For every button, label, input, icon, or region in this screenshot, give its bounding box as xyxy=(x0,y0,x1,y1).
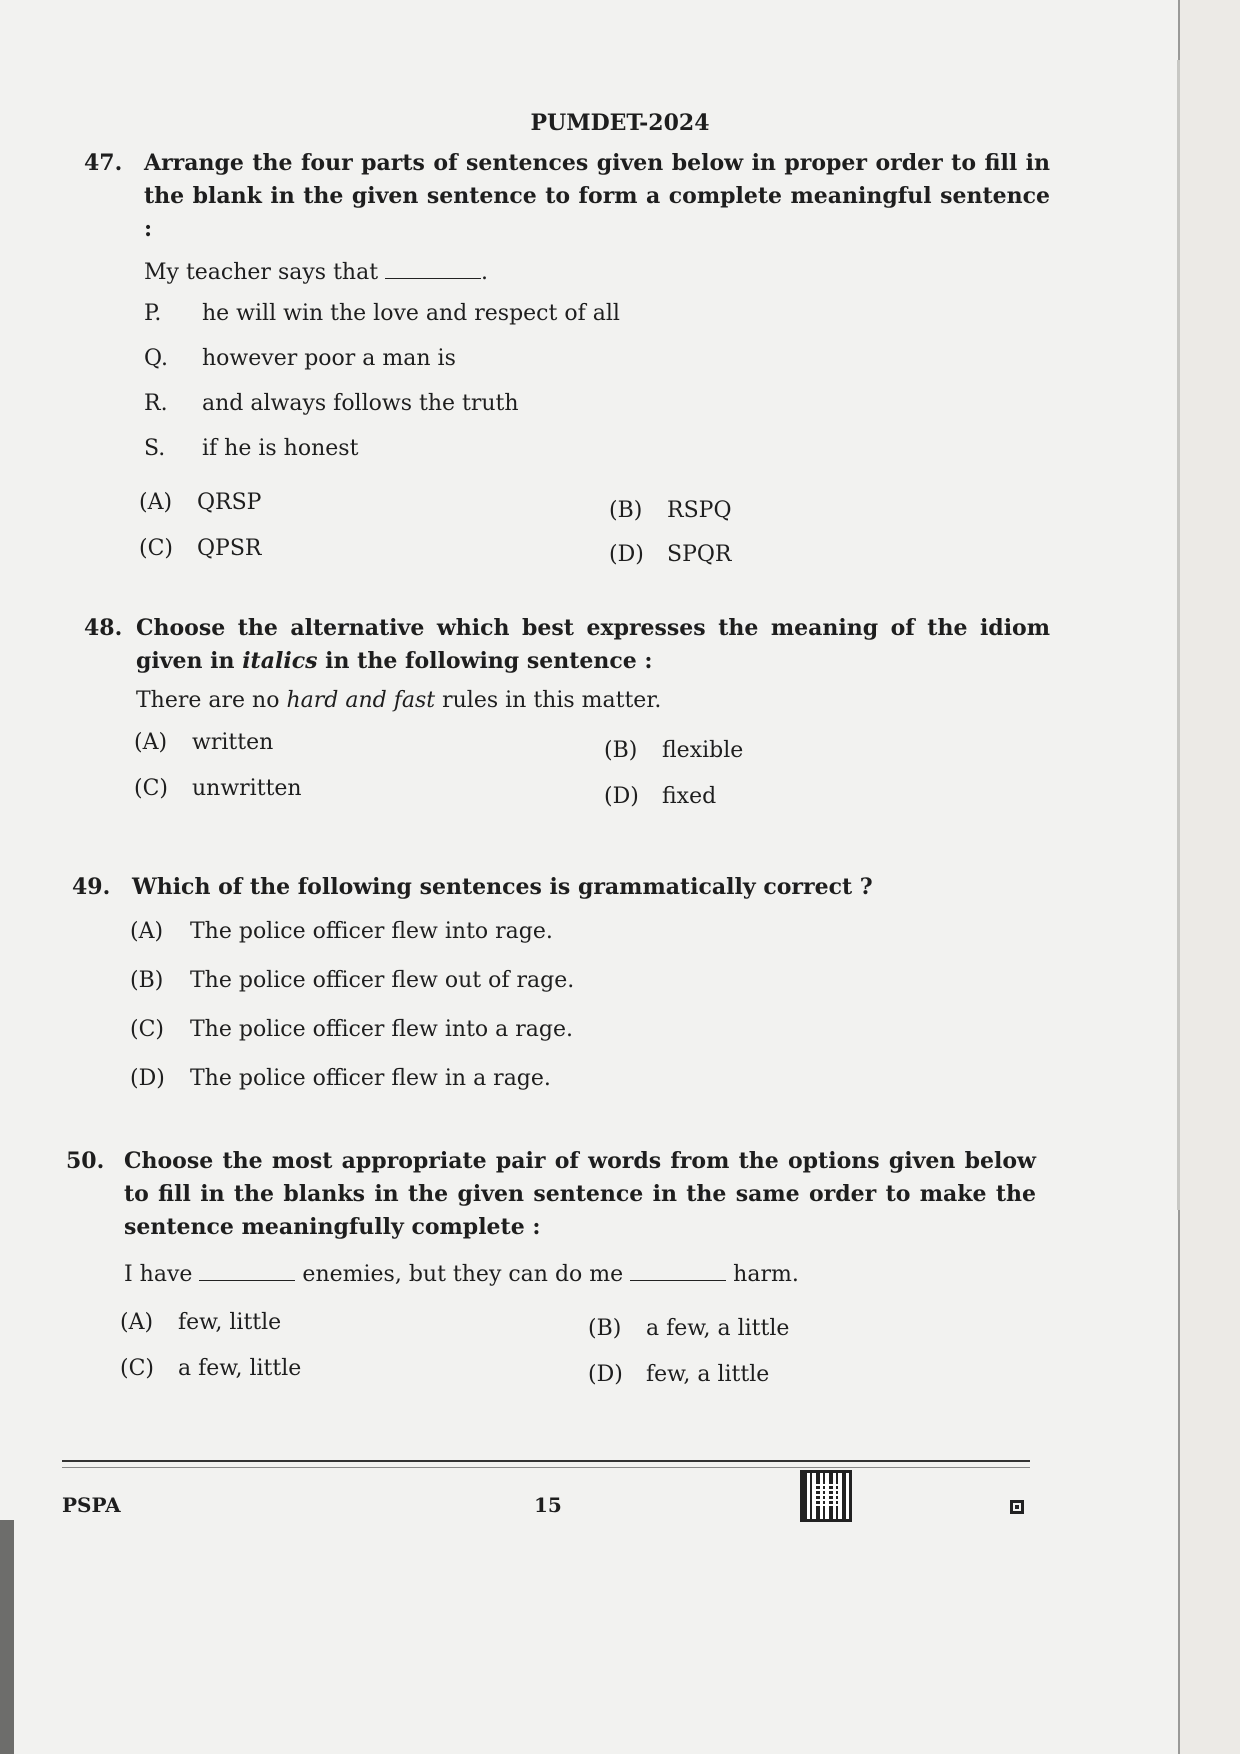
page-number: 15 xyxy=(534,1493,562,1517)
question-number: 50. xyxy=(66,1148,105,1174)
sentence-text: enemies, but they can do me xyxy=(302,1262,624,1287)
option-text: The police officer flew into a rage. xyxy=(190,1017,573,1042)
sentence-part xyxy=(144,342,1050,387)
part-label: R. xyxy=(144,391,168,416)
question-text-part: Choose the alternative which best expresses the meaning of the idiom given in xyxy=(136,615,1050,674)
question-text-italic: italics xyxy=(242,648,318,674)
part-text: he will win the love and respect of all xyxy=(202,301,620,326)
option-label: (D) xyxy=(604,784,639,809)
part-text: and always follows the truth xyxy=(202,391,519,416)
sentence-end: . xyxy=(481,260,489,285)
option-label: (C) xyxy=(120,1356,154,1381)
option-text: The police officer flew out of rage. xyxy=(190,968,575,993)
option-text: few, a little xyxy=(646,1362,770,1387)
option-text: a few, a little xyxy=(646,1316,790,1341)
option-label: (D) xyxy=(130,1066,165,1091)
option-text: flexible xyxy=(662,738,744,763)
option-label: (B) xyxy=(604,738,638,763)
option-d[interactable] xyxy=(609,535,731,575)
page-edge xyxy=(1178,0,1240,1754)
question-text xyxy=(136,612,1050,678)
part-label: Q. xyxy=(144,346,168,371)
question-sentence xyxy=(144,256,1050,289)
option-d[interactable] xyxy=(130,1057,1038,1106)
sentence-part xyxy=(144,387,1050,432)
option-label: (A) xyxy=(130,919,164,944)
option-d[interactable] xyxy=(604,777,716,817)
question-49 xyxy=(72,871,1038,1106)
question-text-part: in the following sentence : xyxy=(325,648,653,674)
part-label: S. xyxy=(144,436,166,461)
question-number: 47. xyxy=(84,150,123,176)
option-a[interactable] xyxy=(139,483,261,523)
option-label: (D) xyxy=(588,1362,623,1387)
option-b[interactable] xyxy=(604,731,743,771)
option-text: unwritten xyxy=(192,776,302,801)
sentence-text: harm. xyxy=(733,1262,799,1287)
sentence-part xyxy=(144,432,1050,477)
option-b[interactable] xyxy=(130,959,1038,1008)
option-text: The police officer flew in a rage. xyxy=(190,1066,551,1091)
question-text: Arrange the four parts of sentences given below in proper order to fill in the blank in the given sentence to form a complete meaningful sentence : xyxy=(144,150,1050,242)
option-b[interactable] xyxy=(609,491,731,531)
page-header: PUMDET-2024 xyxy=(530,110,710,136)
option-c[interactable] xyxy=(139,529,261,569)
sentence-text: I have xyxy=(124,1262,193,1287)
question-number: 49. xyxy=(72,874,111,900)
sentence-blank xyxy=(630,1262,726,1281)
option-label: (D) xyxy=(609,542,644,567)
option-a[interactable] xyxy=(130,910,1038,959)
option-text: SPQR xyxy=(667,542,732,567)
option-text: a few, little xyxy=(178,1356,302,1381)
option-text: fixed xyxy=(662,784,717,809)
option-a[interactable] xyxy=(120,1303,281,1343)
option-label: (C) xyxy=(139,536,173,561)
qr-code-icon xyxy=(800,1470,852,1522)
question-sentence xyxy=(124,1258,1036,1291)
question-47 xyxy=(84,147,1050,575)
sentence-italic: hard and fast xyxy=(286,688,436,713)
option-label: (A) xyxy=(134,730,168,755)
option-text: QRSP xyxy=(197,490,262,515)
option-a[interactable] xyxy=(134,723,273,763)
option-text: few, little xyxy=(178,1310,282,1335)
option-text: The police officer flew into rage. xyxy=(190,919,553,944)
option-text: written xyxy=(192,730,274,755)
option-label: (C) xyxy=(130,1017,164,1042)
part-label: P. xyxy=(144,301,162,326)
part-text: however poor a man is xyxy=(202,346,456,371)
option-c[interactable] xyxy=(120,1349,301,1389)
option-label: (C) xyxy=(134,776,168,801)
option-label: (B) xyxy=(130,968,164,993)
booklet-code: PSPA xyxy=(62,1493,121,1517)
options-grid xyxy=(120,1303,1036,1395)
sentence-blank xyxy=(385,260,481,279)
page-fold-line xyxy=(1177,60,1180,1210)
option-b[interactable] xyxy=(588,1309,789,1349)
scan-shadow xyxy=(0,1520,14,1754)
option-d[interactable] xyxy=(588,1355,769,1395)
sentence-text: My teacher says that xyxy=(144,260,379,285)
question-number: 48. xyxy=(84,615,123,641)
option-label: (B) xyxy=(588,1316,622,1341)
options-grid xyxy=(134,723,1050,815)
option-text: QPSR xyxy=(197,536,262,561)
question-text: Which of the following sentences is grammatically correct ? xyxy=(132,874,873,900)
sentence-blank xyxy=(199,1262,295,1281)
question-50 xyxy=(66,1145,1036,1395)
corner-marker-icon xyxy=(1010,1500,1024,1514)
option-c[interactable] xyxy=(130,1008,1038,1057)
part-text: if he is honest xyxy=(202,436,359,461)
sentence-text: There are no xyxy=(136,688,280,713)
question-sentence xyxy=(136,684,1050,717)
option-c[interactable] xyxy=(134,769,302,809)
question-48 xyxy=(84,612,1050,815)
sentence-text: rules in this matter. xyxy=(442,688,662,713)
footer-divider-thin xyxy=(62,1467,1030,1468)
option-label: (B) xyxy=(609,498,643,523)
footer-divider xyxy=(62,1460,1030,1462)
question-text: Choose the most appropriate pair of words from the options given below to fill in the blanks in the given sentence in the same order to make the sentence meaningfully complete : xyxy=(124,1148,1036,1240)
option-text: RSPQ xyxy=(667,498,732,523)
sentence-part xyxy=(144,297,1050,342)
options-grid xyxy=(139,483,1050,575)
option-label: (A) xyxy=(139,490,173,515)
option-label: (A) xyxy=(120,1310,154,1335)
